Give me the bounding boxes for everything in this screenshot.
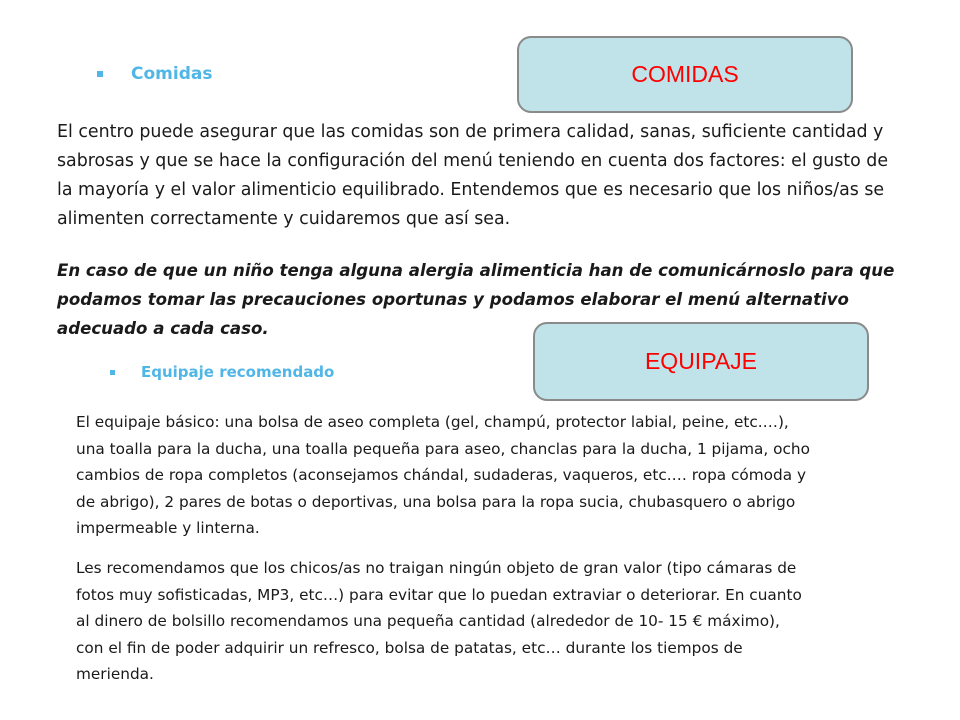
callout-equipaje bbox=[533, 322, 869, 401]
text-line: adecuado a cada caso. bbox=[57, 319, 269, 338]
text-line: una toalla para la ducha, una toalla pequeña para aseo, chanclas para la ducha, 1 pijama, ocho bbox=[76, 439, 810, 458]
text-line: merienda. bbox=[76, 665, 154, 683]
text-line: cambios de ropa completos (aconsejamos chándal, sudaderas, vaqueros, etc.… ropa cómoda y bbox=[76, 466, 807, 484]
advice-paragraph bbox=[76, 555, 866, 688]
equipaje-paragraph bbox=[76, 409, 866, 542]
comidas-paragraph bbox=[57, 118, 937, 234]
text-line: la mayoría y el valor alimenticio equilibrado. Entendemos que es necesario que los niños/as se bbox=[57, 180, 885, 200]
heading-label: Comidas bbox=[131, 64, 213, 84]
text-line: sabrosas y que se hace la configuración del menú teniendo en cuenta dos factores: el gusto de bbox=[57, 151, 889, 171]
text-line: alimenten correctamente y cuidaremos que así sea. bbox=[57, 209, 511, 229]
text-line: podamos tomar las precauciones oportunas y podamos elaborar el menú alternativo bbox=[57, 290, 849, 309]
text-line: con el fin de poder adquirir un refresco, bolsa de patatas, etc… durante los tiempos de bbox=[76, 638, 743, 657]
text-line: Les recomendamos que los chicos/as no traigan ningún objeto de gran valor (tipo cámaras de bbox=[76, 559, 797, 577]
text-line: El centro puede asegurar que las comidas son de primera calidad, sanas, suficiente cantidad y bbox=[57, 122, 884, 142]
text-line: El equipaje básico: una bolsa de aseo completa (gel, champú, protector labial, peine, etc.…), bbox=[76, 413, 789, 431]
callout-label: COMIDAS bbox=[631, 61, 739, 87]
text-line: En caso de que un niño tenga alguna alergia alimenticia han de comunicárnoslo para que bbox=[57, 261, 895, 280]
text-line: impermeable y linterna. bbox=[76, 519, 260, 537]
callout-comidas bbox=[517, 36, 853, 113]
text-line: al dinero de bolsillo recomendamos una pequeña cantidad (alrededor de 10- 15 € máximo), bbox=[76, 612, 780, 630]
text-line: fotos muy sofisticadas, MP3, etc…) para evitar que lo puedan extraviar o deteriorar. En cuanto bbox=[76, 585, 802, 604]
heading-label: Equipaje recomendado bbox=[141, 363, 335, 381]
section-heading-comidas bbox=[97, 64, 212, 84]
callout-label: EQUIPAJE bbox=[644, 348, 758, 374]
text-line: de abrigo), 2 pares de botas o deportivas, una bolsa para la ropa sucia, chubasquero o abrigo bbox=[76, 492, 796, 511]
section-heading-equipaje bbox=[110, 363, 334, 381]
bullet-square-icon bbox=[110, 370, 115, 375]
bullet-square-icon bbox=[97, 71, 103, 77]
